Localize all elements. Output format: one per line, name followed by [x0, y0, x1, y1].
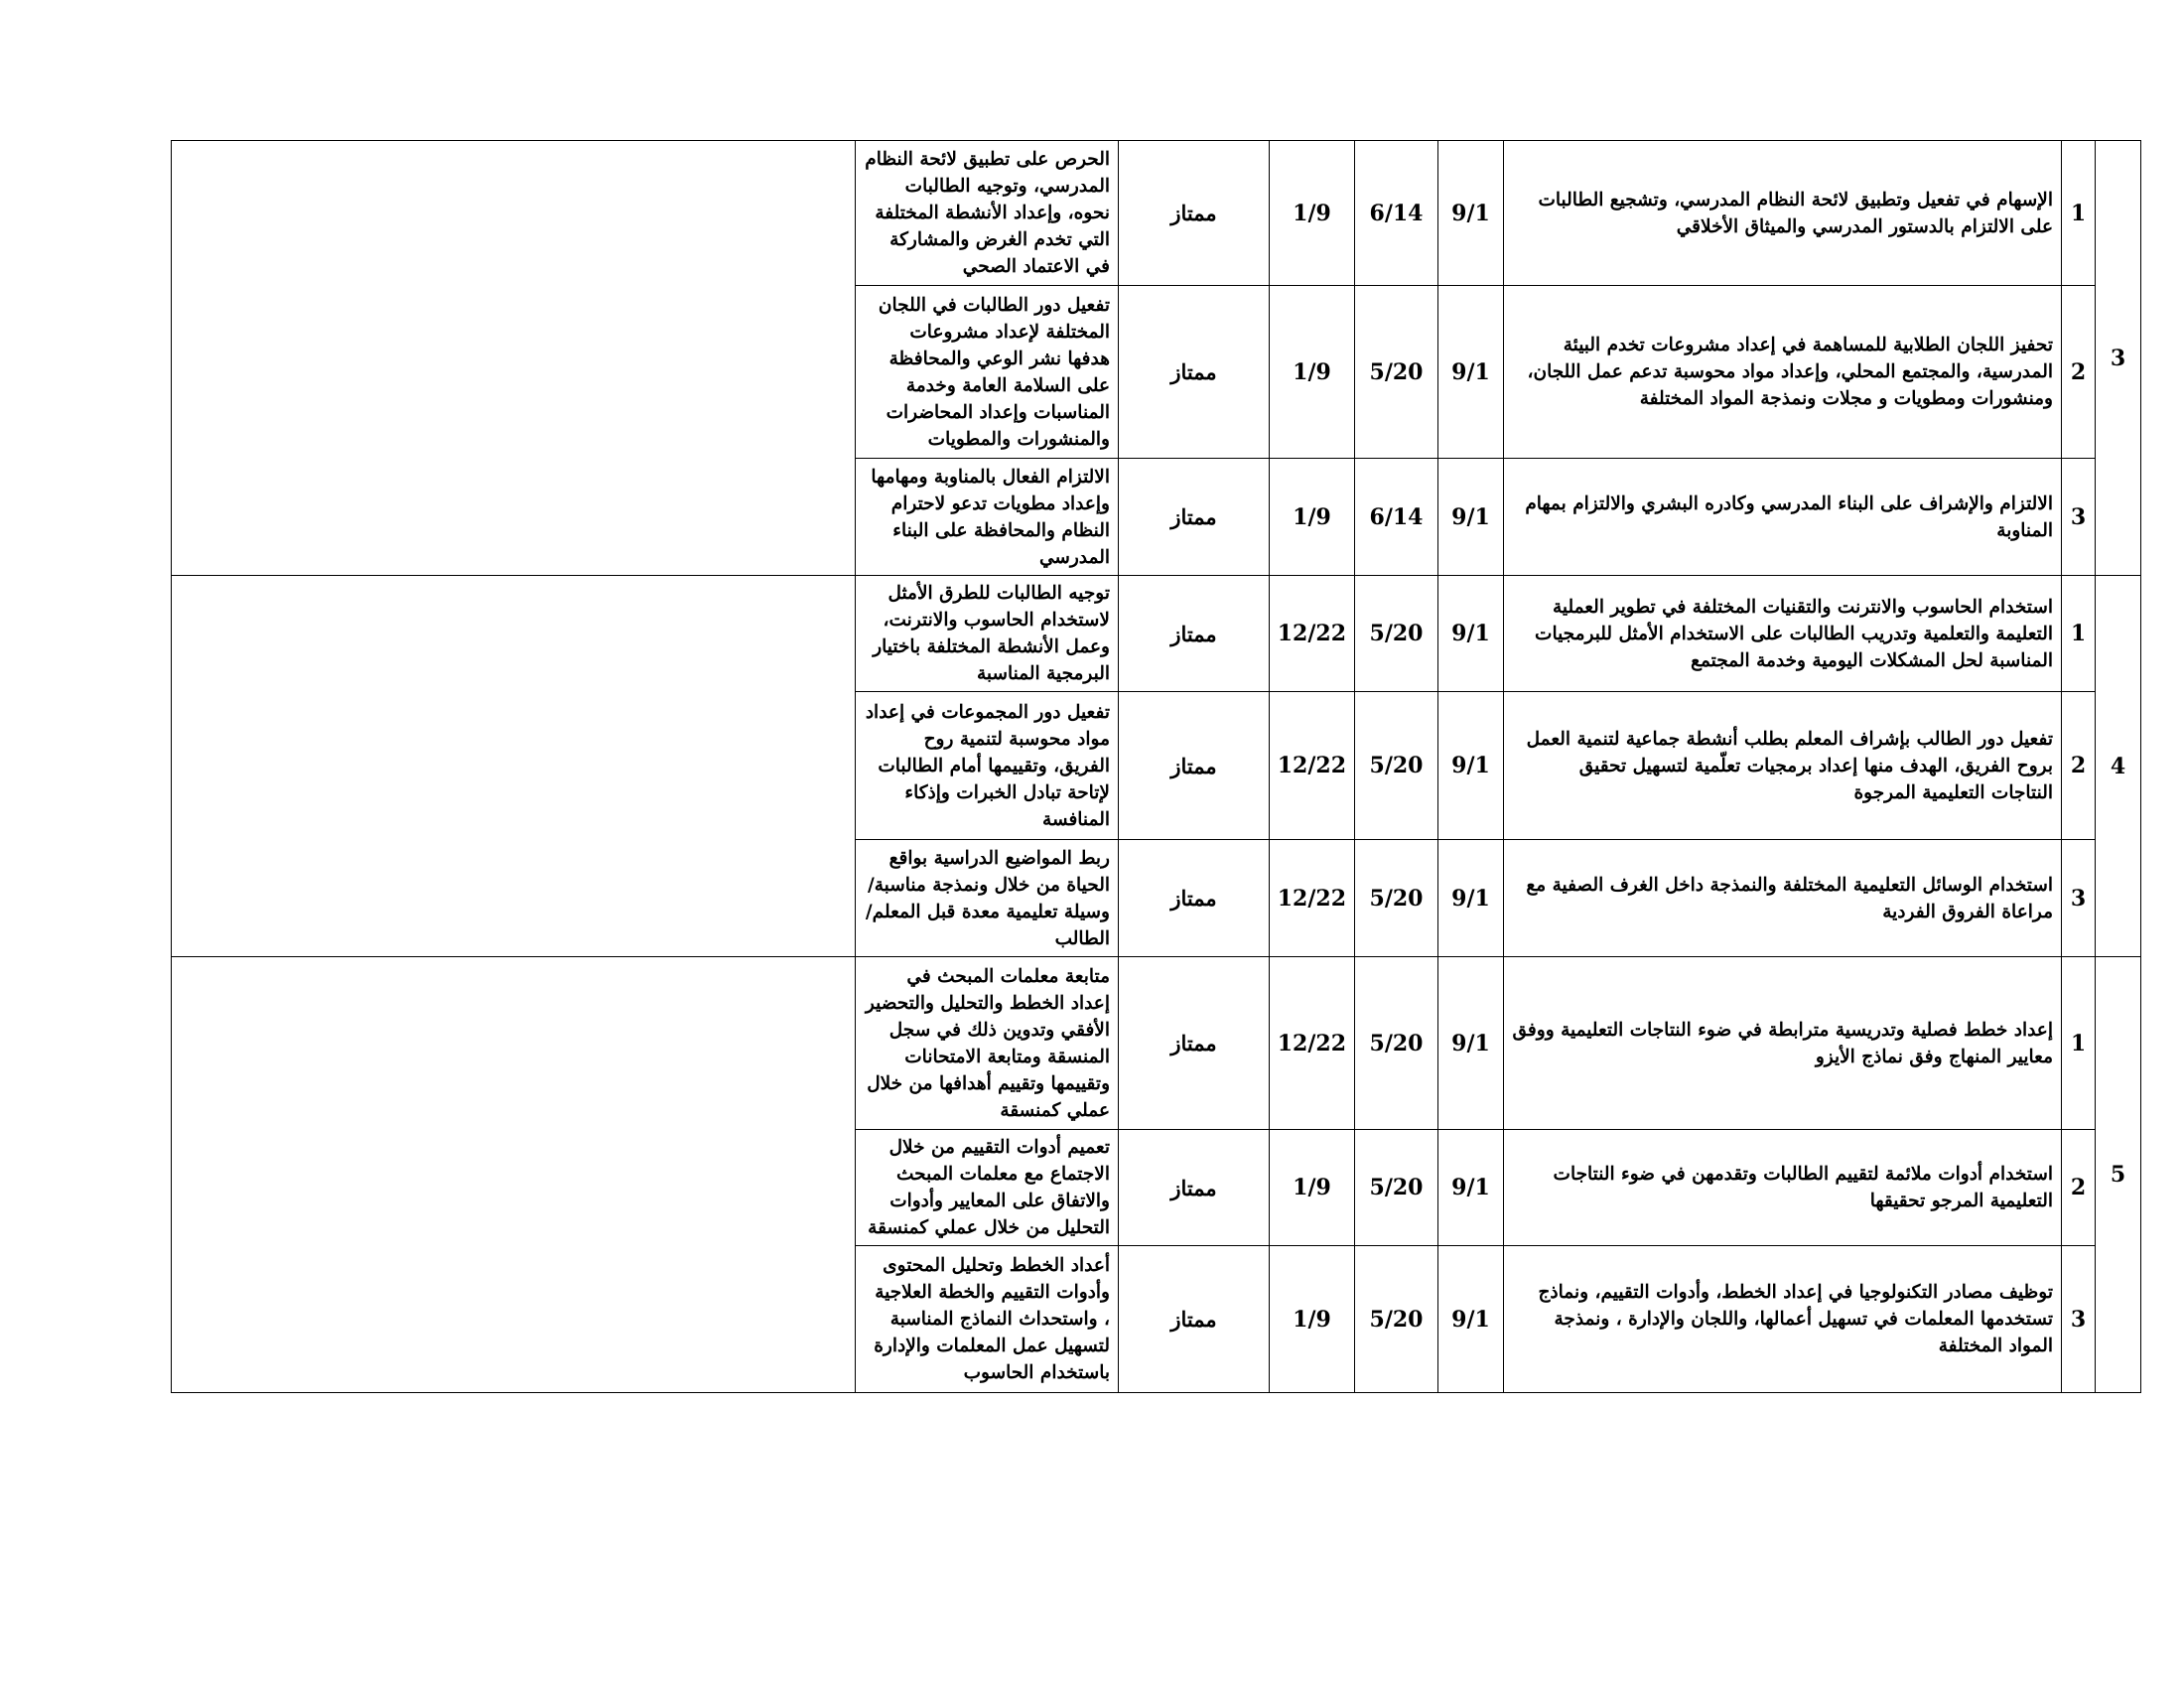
notes-cell: توجيه الطالبات للطرق الأمثل لاستخدام الحاسوب والانترنت، وعمل الأنشطة المختلفة باختيار البرمجية المناسبة — [856, 576, 1119, 692]
date-cell-2: 5/20 — [1355, 286, 1438, 459]
date-cell-2: 6/14 — [1355, 459, 1438, 576]
row-number-cell: 2 — [2062, 286, 2096, 459]
rating-cell: ممتاز — [1119, 141, 1270, 286]
date-cell-3: 1/9 — [1270, 1246, 1355, 1393]
date-cell-2: 5/20 — [1355, 692, 1438, 840]
date-cell-1: 9/1 — [1438, 141, 1504, 286]
notes-cell: ربط المواضيع الدراسية بواقع الحياة من خلال ونمذجة مناسبة/وسيلة تعليمية معدة قبل المعلم/الطالب — [856, 840, 1119, 957]
row-number-cell: 1 — [2062, 957, 2096, 1130]
date-cell-1: 9/1 — [1438, 459, 1504, 576]
evaluation-table — [171, 140, 2141, 1393]
date-cell-3: 1/9 — [1270, 141, 1355, 286]
date-cell-3: 1/9 — [1270, 459, 1355, 576]
description-cell: الإسهام في تفعيل وتطبيق لائحة النظام المدرسي، وتشجيع الطالبات على الالتزام بالدستور المدرسي والميثاق الأخلاقي — [1504, 141, 2062, 286]
description-cell: إعداد خطط فصلية وتدريسية مترابطة في ضوء النتاجات التعليمية ووفق معايير المنهاج وفق نماذج الأيزو — [1504, 957, 2062, 1130]
row-number-cell: 3 — [2062, 840, 2096, 957]
description-cell: الالتزام والإشراف على البناء المدرسي وكادره البشري والالتزام بمهام المناوبة — [1504, 459, 2062, 576]
date-cell-3: 1/9 — [1270, 286, 1355, 459]
notes-cell: تفعيل دور الطالبات في اللجان المختلفة لإعداد مشروعات هدفها نشر الوعي والمحافظة على السلامة العامة وخدمة المناسبات وإعداد المحاضرات والمنشورات والمطويات — [856, 286, 1119, 459]
description-cell: استخدام أدوات ملائمة لتقييم الطالبات وتقدمهن في ضوء النتاجات التعليمية المرجو تحقيقها — [1504, 1130, 2062, 1246]
empty-cell — [172, 141, 856, 576]
row-number-cell: 3 — [2062, 1246, 2096, 1393]
empty-cell — [172, 576, 856, 957]
date-cell-1: 9/1 — [1438, 576, 1504, 692]
description-cell: تحفيز اللجان الطلابية للمساهمة في إعداد مشروعات تخدم البيئة المدرسية، والمجتمع المحلي، وإعداد مواد محوسبة تدعم عمل اللجان، ومنشورات ومطويات و مجلات ونمذجة المواد المختلفة — [1504, 286, 2062, 459]
description-cell: تفعيل دور الطالب بإشراف المعلم بطلب أنشطة جماعية لتنمية العمل بروح الفريق، الهدف منها إعداد برمجيات تعلّمية لتسهيل تحقيق النتاجات التعليمية المرجوة — [1504, 692, 2062, 840]
row-number-cell: 2 — [2062, 1130, 2096, 1246]
date-cell-3: 12/22 — [1270, 840, 1355, 957]
table-row — [172, 576, 2141, 692]
rating-cell: ممتاز — [1119, 692, 1270, 840]
rating-cell: ممتاز — [1119, 840, 1270, 957]
row-number-cell: 1 — [2062, 576, 2096, 692]
group-number-cell: 5 — [2096, 957, 2141, 1393]
date-cell-3: 12/22 — [1270, 957, 1355, 1130]
date-cell-1: 9/1 — [1438, 1246, 1504, 1393]
date-cell-2: 5/20 — [1355, 840, 1438, 957]
date-cell-3: 1/9 — [1270, 1130, 1355, 1246]
date-cell-1: 9/1 — [1438, 840, 1504, 957]
date-cell-2: 5/20 — [1355, 1130, 1438, 1246]
row-number-cell: 2 — [2062, 692, 2096, 840]
rating-cell: ممتاز — [1119, 1130, 1270, 1246]
description-cell: استخدام الوسائل التعليمية المختلفة والنمذجة داخل الغرف الصفية مع مراعاة الفروق الفردية — [1504, 840, 2062, 957]
date-cell-2: 5/20 — [1355, 576, 1438, 692]
row-number-cell: 3 — [2062, 459, 2096, 576]
description-cell: توظيف مصادر التكنولوجيا في إعداد الخطط، وأدوات التقييم، ونماذج تستخدمها المعلمات في تسهيل أعمالها، واللجان والإدارة ، ونمذجة المواد المختلفة — [1504, 1246, 2062, 1393]
date-cell-2: 5/20 — [1355, 957, 1438, 1130]
group-number-cell: 3 — [2096, 141, 2141, 576]
date-cell-2: 6/14 — [1355, 141, 1438, 286]
notes-cell: الالتزام الفعال بالمناوبة ومهامها وإعداد مطويات تدعو لاحترام النظام والمحافظة على البناء المدرسي — [856, 459, 1119, 576]
date-cell-1: 9/1 — [1438, 286, 1504, 459]
date-cell-3: 12/22 — [1270, 576, 1355, 692]
empty-cell — [172, 957, 856, 1393]
date-cell-1: 9/1 — [1438, 692, 1504, 840]
date-cell-1: 9/1 — [1438, 1130, 1504, 1246]
date-cell-1: 9/1 — [1438, 957, 1504, 1130]
rating-cell: ممتاز — [1119, 576, 1270, 692]
row-number-cell: 1 — [2062, 141, 2096, 286]
description-cell: استخدام الحاسوب والانترنت والتقنيات المختلفة في تطوير العملية التعليمة والتعلمية وتدريب الطالبات على الاستخدام الأمثل للبرمجيات المناسبة لحل المشكلات اليومية وخدمة المجتمع — [1504, 576, 2062, 692]
group-number-cell: 4 — [2096, 576, 2141, 957]
table-body — [172, 141, 2141, 1393]
table-row — [172, 141, 2141, 286]
table-row — [172, 957, 2141, 1130]
rating-cell: ممتاز — [1119, 286, 1270, 459]
notes-cell: الحرص على تطبيق لائحة النظام المدرسي، وتوجيه الطالبات نحوه، وإعداد الأنشطة المختلفة التي تخدم الغرض والمشاركة في الاعتماد الصحي — [856, 141, 1119, 286]
notes-cell: متابعة معلمات المبحث في إعداد الخطط والتحليل والتحضير الأفقي وتدوين ذلك في سجل المنسقة ومتابعة الامتحانات وتقييمها وتقييم أهدافها من خلال عملي كمنسقة — [856, 957, 1119, 1130]
notes-cell: تفعيل دور المجموعات في إعداد مواد محوسبة لتنمية روح الفريق، وتقييمها أمام الطالبات لإتاحة تبادل الخبرات وإذكاء المنافسة — [856, 692, 1119, 840]
rating-cell: ممتاز — [1119, 459, 1270, 576]
rating-cell: ممتاز — [1119, 1246, 1270, 1393]
rating-cell: ممتاز — [1119, 957, 1270, 1130]
notes-cell: تعميم أدوات التقييم من خلال الاجتماع مع معلمات المبحث والاتفاق على المعايير وأدوات التحليل من خلال عملي كمنسقة — [856, 1130, 1119, 1246]
date-cell-2: 5/20 — [1355, 1246, 1438, 1393]
date-cell-3: 12/22 — [1270, 692, 1355, 840]
notes-cell: أعداد الخطط وتحليل المحتوى وأدوات التقييم والخطة العلاجية ، واستحداث النماذج المناسبة لتسهيل عمل المعلمات والإدارة باستخدام الحاسوب — [856, 1246, 1119, 1393]
